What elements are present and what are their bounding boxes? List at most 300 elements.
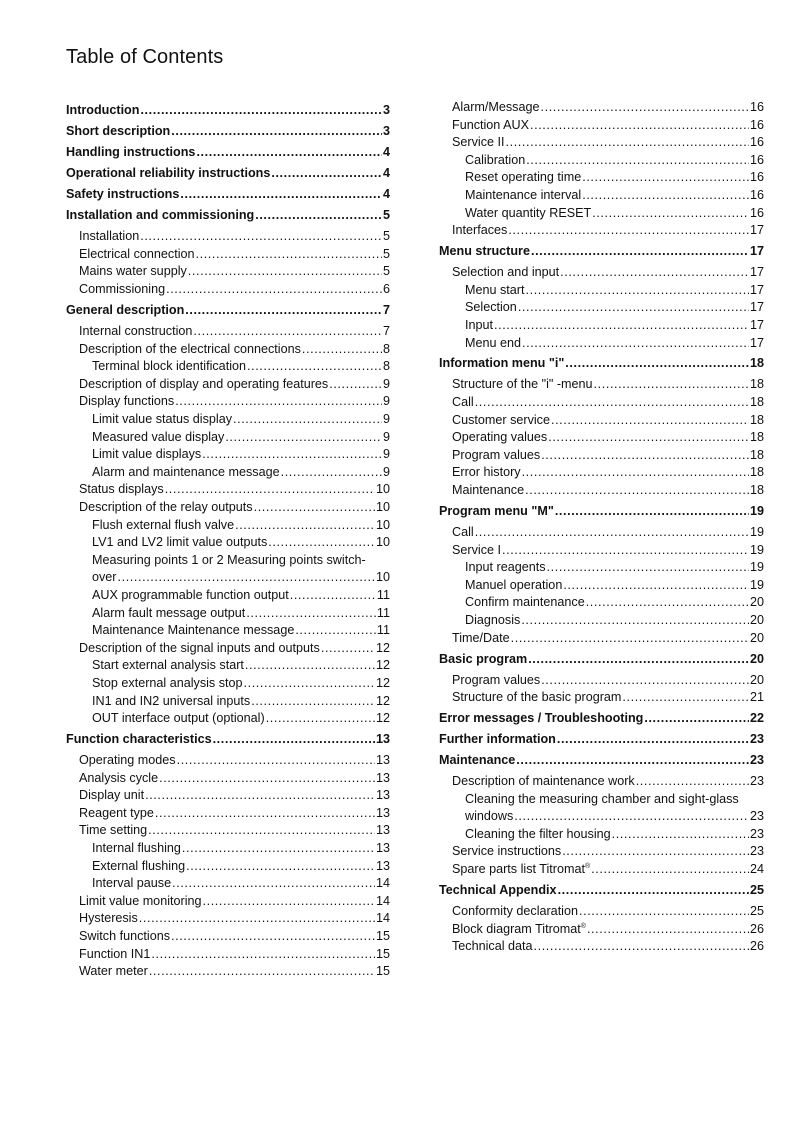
toc-leader-dots <box>182 840 375 858</box>
toc-page-number: 23 <box>749 732 764 747</box>
toc-entry[interactable] <box>439 921 764 939</box>
toc-entry[interactable] <box>439 577 764 595</box>
toc-page-number: 21 <box>749 690 764 705</box>
toc-page-number: 8 <box>382 341 390 356</box>
toc-entry[interactable] <box>439 222 764 240</box>
toc-entry[interactable] <box>66 123 390 141</box>
toc-entry[interactable] <box>439 808 764 826</box>
toc-entry-title <box>79 481 164 499</box>
toc-entry[interactable] <box>66 946 390 964</box>
toc-entry[interactable] <box>66 731 390 749</box>
toc-leader-dots <box>475 524 749 542</box>
toc-entry-title-text: Water quantity RESET <box>465 205 592 220</box>
toc-entry[interactable] <box>66 446 390 464</box>
toc-entry-title <box>79 263 187 281</box>
toc-entry-title <box>465 205 591 223</box>
toc-entry[interactable] <box>66 640 390 658</box>
toc-entry[interactable] <box>66 411 390 429</box>
toc-entry-title-text: Introduction <box>66 103 140 118</box>
toc-page-number: 9 <box>382 429 390 444</box>
toc-leader-dots <box>140 228 382 246</box>
toc-entry-title <box>92 411 232 429</box>
toc-entry-title <box>439 710 643 728</box>
toc-entry[interactable] <box>66 323 390 341</box>
toc-entry[interactable] <box>66 228 390 246</box>
toc-entry-title-text: OUT interface output (optional) <box>92 711 265 726</box>
toc-entry[interactable] <box>66 207 390 225</box>
toc-entry[interactable] <box>66 752 390 770</box>
toc-leader-dots <box>235 517 375 535</box>
toc-leader-dots <box>165 481 375 499</box>
toc-entry[interactable] <box>439 243 764 261</box>
toc-entry-title <box>79 640 320 658</box>
toc-leader-dots <box>622 689 749 707</box>
toc-page-number: 10 <box>375 482 390 497</box>
toc-entry-title-text: Commissioning <box>79 282 166 297</box>
toc-entry[interactable] <box>66 376 390 394</box>
toc-entry[interactable] <box>439 282 764 300</box>
toc-entry[interactable] <box>439 524 764 542</box>
toc-leader-dots <box>225 429 382 447</box>
toc-entry[interactable] <box>66 693 390 711</box>
toc-entry-title <box>452 689 621 707</box>
toc-entry[interactable] <box>439 482 764 500</box>
toc-entry-title-text: Description of the relay outputs <box>79 499 253 514</box>
toc-page-number: 17 <box>749 282 764 297</box>
toc-entry[interactable] <box>66 517 390 535</box>
toc-entry-title-text: Maintenance Maintenance message <box>92 623 295 638</box>
toc-leader-dots <box>203 893 375 911</box>
toc-entry-title-text: Handling instructions <box>66 145 196 160</box>
toc-entry[interactable] <box>439 612 764 630</box>
toc-entry[interactable] <box>439 169 764 187</box>
toc-leader-dots <box>166 281 382 299</box>
toc-entry[interactable] <box>66 341 390 359</box>
toc-entry-title-text: Information menu "i" <box>439 356 565 371</box>
toc-leader-dots <box>268 534 375 552</box>
toc-entry-title-text: Function characteristics <box>66 732 212 747</box>
toc-leader-dots <box>281 464 382 482</box>
toc-entry-title <box>452 938 533 956</box>
toc-entry[interactable] <box>439 412 764 430</box>
toc-entry-title-text: Electrical connection <box>79 246 195 261</box>
toc-leader-dots <box>530 117 749 135</box>
toc-leader-dots <box>329 376 382 394</box>
toc-page-number: 11 <box>376 623 390 638</box>
toc-page-number: 14 <box>375 893 390 908</box>
toc-page-number: 8 <box>382 359 390 374</box>
toc-entry-title-text: Menu start <box>465 282 525 297</box>
toc-entry-title <box>465 299 517 317</box>
toc-entry[interactable] <box>66 481 390 499</box>
toc-leader-dots <box>548 429 749 447</box>
toc-page-number: 16 <box>749 152 764 167</box>
toc-entry-title-text: Reagent type <box>79 805 154 820</box>
toc-entry[interactable] <box>66 622 390 640</box>
toc-leader-dots <box>522 335 749 353</box>
toc-entry[interactable] <box>439 689 764 707</box>
toc-leader-dots <box>193 323 382 341</box>
toc-entry[interactable] <box>66 605 390 623</box>
toc-page-number: 4 <box>382 187 390 202</box>
toc-entry-title <box>452 134 505 152</box>
toc-page-number: 14 <box>375 876 390 891</box>
toc-leader-dots <box>612 826 749 844</box>
toc-page-number: 18 <box>749 395 764 410</box>
toc-entry-title-text: Maintenance <box>452 483 525 498</box>
toc-page-number: 23 <box>749 774 764 789</box>
toc-leader-dots <box>560 264 749 282</box>
toc-entry[interactable] <box>66 858 390 876</box>
toc-page-number: 23 <box>749 753 764 768</box>
toc-entry-title <box>92 517 234 535</box>
toc-entry[interactable] <box>439 152 764 170</box>
toc-entry-text: Measuring points 1 or 2 Measuring points switch- <box>92 552 366 567</box>
toc-leader-dots <box>508 222 749 240</box>
toc-entry-title-text: LV1 and LV2 limit value outputs <box>92 535 268 550</box>
toc-entry[interactable] <box>439 187 764 205</box>
toc-page-number: 19 <box>749 560 764 575</box>
toc-entry-title-text: Program values <box>452 672 541 687</box>
toc-entry-title <box>465 152 525 170</box>
toc-entry-title <box>79 787 144 805</box>
toc-page-number: 18 <box>749 377 764 392</box>
toc-entry-title-text: Service I <box>452 542 501 557</box>
toc-entry-title-text: Program menu "M" <box>439 504 554 519</box>
toc-entry-title <box>452 672 540 690</box>
toc-leader-dots <box>582 169 749 187</box>
toc-entry-title <box>92 569 117 587</box>
toc-entry-title <box>92 675 243 693</box>
toc-entry-title-text: Service instructions <box>452 844 562 859</box>
toc-entry-title-text: Maintenance interval <box>465 187 582 202</box>
toc-page-number: 16 <box>749 135 764 150</box>
toc-entry-title-text: Display functions <box>79 394 175 409</box>
toc-entry[interactable] <box>439 710 764 728</box>
toc-entry-title <box>92 429 224 447</box>
toc-leader-dots <box>526 152 749 170</box>
toc-entry-title-text: Menu end <box>465 335 522 350</box>
toc-entry-title <box>452 447 540 465</box>
toc-entry[interactable] <box>66 963 390 981</box>
toc-page-number: 20 <box>749 672 764 687</box>
toc-entry-title <box>66 144 195 162</box>
toc-page-number: 19 <box>749 504 764 519</box>
toc-entry[interactable] <box>66 770 390 788</box>
toc-page-number: 17 <box>749 300 764 315</box>
toc-entry-title-text: Hysteresis <box>79 911 138 926</box>
toc-page-number: 23 <box>749 809 764 824</box>
toc-entry[interactable] <box>66 165 390 183</box>
toc-entry[interactable] <box>439 630 764 648</box>
toc-entry[interactable] <box>439 731 764 749</box>
toc-entry-title <box>452 412 550 430</box>
toc-entry[interactable] <box>439 429 764 447</box>
toc-entry-title-text: Mains water supply <box>79 264 187 279</box>
toc-entry-title-text: Alarm/Message <box>452 100 540 114</box>
toc-entry[interactable] <box>439 134 764 152</box>
toc-entry[interactable] <box>66 787 390 805</box>
toc-leader-dots <box>186 858 375 876</box>
toc-entry[interactable] <box>66 805 390 823</box>
toc-page-number: 3 <box>382 124 390 139</box>
toc-entry-title-text: Limit value displays <box>92 447 202 462</box>
toc-entry[interactable] <box>439 843 764 861</box>
toc-entry-title <box>79 770 158 788</box>
toc-entry-title <box>92 657 244 675</box>
toc-leader-dots <box>534 938 749 956</box>
toc-leader-dots <box>188 263 382 281</box>
toc-entry-title-text: Further information <box>439 732 556 747</box>
toc-entry[interactable] <box>439 335 764 353</box>
toc-page-number: 7 <box>382 303 390 318</box>
toc-entry[interactable] <box>439 464 764 482</box>
toc-entry-title-text: Interval pause <box>92 876 172 891</box>
toc-leader-dots <box>245 657 375 675</box>
toc-page-number: 20 <box>749 612 764 627</box>
toc-page-number: 10 <box>375 570 390 585</box>
toc-page-number: 23 <box>749 826 764 841</box>
toc-entry-title <box>79 963 148 981</box>
toc-leader-dots <box>159 770 375 788</box>
toc-entry-title-text: Switch functions <box>79 929 170 944</box>
toc-entry[interactable] <box>439 376 764 394</box>
toc-entry[interactable] <box>66 393 390 411</box>
toc-entry[interactable] <box>439 651 764 669</box>
toc-entry-title <box>452 861 590 879</box>
toc-entry-title <box>79 893 202 911</box>
toc-entry[interactable] <box>66 186 390 204</box>
toc-entry-title <box>452 464 521 482</box>
toc-entry-title-text: AUX programmable function output <box>92 587 289 602</box>
toc-entry-title <box>79 910 138 928</box>
toc-entry-title <box>465 826 611 844</box>
toc-entry[interactable] <box>66 102 390 120</box>
toc-entry[interactable] <box>439 394 764 412</box>
toc-entry[interactable] <box>439 264 764 282</box>
toc-entry[interactable] <box>439 903 764 921</box>
toc-leader-dots <box>290 587 376 605</box>
toc-entry-title <box>92 710 265 728</box>
toc-entry-title-text: Alarm fault message output <box>92 605 246 620</box>
toc-leader-dots <box>251 693 375 711</box>
toc-entry[interactable] <box>66 499 390 517</box>
toc-leader-dots <box>118 569 375 587</box>
toc-entry-title-text: Installation <box>79 229 140 244</box>
toc-entry-title <box>79 341 301 359</box>
toc-page-number: 15 <box>375 946 390 961</box>
toc-entry-title <box>465 335 521 353</box>
toc-page-number: 5 <box>382 264 390 279</box>
toc-entry-title <box>66 123 170 141</box>
toc-entry-title-text: Terminal block identification <box>92 359 246 374</box>
toc-leader-dots <box>587 921 749 939</box>
toc-entry[interactable] <box>66 246 390 264</box>
toc-leader-dots <box>591 861 749 879</box>
toc-entry[interactable] <box>66 928 390 946</box>
toc-entry[interactable] <box>439 826 764 844</box>
toc-leader-dots <box>321 640 375 658</box>
toc-leader-dots <box>516 752 749 770</box>
toc-entry-title-text: Display unit <box>79 788 145 803</box>
toc-leader-dots <box>233 411 382 429</box>
toc-entry[interactable] <box>66 657 390 675</box>
toc-page-number: 10 <box>375 499 390 514</box>
toc-leader-dots <box>175 393 382 411</box>
toc-entry[interactable] <box>439 773 764 791</box>
toc-entry[interactable] <box>66 144 390 162</box>
toc-entry-title-text: Status displays <box>79 482 164 497</box>
toc-page-number: 17 <box>749 223 764 238</box>
toc-entry-title-text: Confirm maintenance <box>465 595 585 610</box>
toc-entry[interactable] <box>439 99 764 117</box>
toc-entry[interactable] <box>66 840 390 858</box>
toc-entry[interactable] <box>66 893 390 911</box>
toc-entry[interactable] <box>439 355 764 373</box>
toc-page-number: 18 <box>749 483 764 498</box>
toc-entry-title-text: Description of the electrical connections <box>79 341 301 356</box>
toc-entry[interactable] <box>439 559 764 577</box>
toc-page-number: 19 <box>749 525 764 539</box>
toc-entry[interactable] <box>439 938 764 956</box>
toc-entry[interactable] <box>66 263 390 281</box>
toc-entry-title-text: Short description <box>66 124 171 139</box>
toc-entry[interactable] <box>66 302 390 320</box>
toc-entry[interactable] <box>439 672 764 690</box>
toc-entry-title-text: General description <box>66 303 185 318</box>
toc-entry-title-text: Safety instructions <box>66 187 180 202</box>
toc-entry-title-text: Operating values <box>452 430 548 445</box>
toc-entry-title-text: Internal construction <box>79 324 193 339</box>
toc-entry[interactable] <box>439 117 764 135</box>
toc-entry-title-text: Measured value display <box>92 429 225 444</box>
toc-page-number: 16 <box>749 187 764 202</box>
toc-entry[interactable] <box>66 534 390 552</box>
toc-entry-title-text: Technical Appendix <box>439 883 557 898</box>
toc-page-number: 15 <box>375 964 390 979</box>
toc-entry-title-text: Menu structure <box>439 244 530 259</box>
toc-entry-title-text: Customer service <box>452 412 550 427</box>
toc-leader-dots <box>586 594 749 612</box>
toc-page-number: 16 <box>749 100 764 114</box>
toc-entry[interactable] <box>66 710 390 728</box>
toc-entry[interactable] <box>439 542 764 560</box>
toc-entry[interactable] <box>439 205 764 223</box>
toc-page-number: 22 <box>749 711 764 726</box>
toc-entry[interactable] <box>66 358 390 376</box>
toc-entry-title-text: Interfaces <box>452 223 508 238</box>
toc-entry[interactable] <box>439 317 764 335</box>
toc-page-number: 16 <box>749 205 764 220</box>
toc-entry-title-text: Cleaning the filter housing <box>465 826 611 841</box>
toc-leader-dots <box>145 787 375 805</box>
toc-entry[interactable] <box>439 861 764 879</box>
toc-entry-title-text: Input <box>465 317 494 332</box>
toc-leader-dots <box>636 773 749 791</box>
toc-entry-title-text: Limit value status display <box>92 412 232 427</box>
toc-entry[interactable] <box>439 299 764 317</box>
toc-entry[interactable] <box>66 822 390 840</box>
toc-entry[interactable] <box>66 569 390 587</box>
toc-entry-title-text: Water meter <box>79 964 148 979</box>
toc-entry-title-text: Installation and commissioning <box>66 208 255 223</box>
toc-page-number: 18 <box>749 465 764 480</box>
toc-leader-dots <box>528 651 749 669</box>
toc-entry-title <box>439 651 527 669</box>
registered-mark: ® <box>584 862 591 870</box>
toc-entry-title-text: Manuel operation <box>465 577 563 592</box>
toc-page-number: 18 <box>749 447 764 462</box>
toc-page-number: 16 <box>749 117 764 132</box>
toc-leader-dots <box>531 243 749 261</box>
toc-entry-title <box>92 446 201 464</box>
toc-leader-dots <box>502 542 749 560</box>
toc-entry-title-text: Block diagram Titromat <box>452 921 581 936</box>
toc-page-number: 13 <box>375 788 390 803</box>
toc-page-number: 9 <box>382 464 390 479</box>
toc-entry[interactable] <box>439 882 764 900</box>
toc-leader-dots <box>254 499 375 517</box>
toc-entry-title <box>452 524 474 542</box>
toc-page-number: 10 <box>375 517 390 532</box>
toc-entry-title-text: External flushing <box>92 858 186 873</box>
toc-leader-dots <box>185 302 382 320</box>
toc-leader-dots <box>511 630 749 648</box>
toc-entry-title <box>452 99 540 117</box>
toc-entry-title-text: Start external analysis start <box>92 658 244 673</box>
toc-leader-dots <box>525 482 749 500</box>
toc-entry[interactable] <box>66 587 390 605</box>
toc-leader-dots <box>592 205 749 223</box>
toc-entry-title <box>452 264 559 282</box>
toc-entry[interactable] <box>66 875 390 893</box>
toc-page-number: 18 <box>749 430 764 445</box>
toc-entry-title-text: Function AUX <box>452 117 530 132</box>
toc-leader-dots <box>644 710 749 728</box>
toc-page-number: 19 <box>749 577 764 592</box>
toc-page-number: 19 <box>749 542 764 557</box>
toc-page-number: 11 <box>376 605 390 620</box>
toc-entry-title <box>79 946 150 964</box>
toc-entry[interactable] <box>66 675 390 693</box>
toc-entry-title-text: windows <box>465 809 514 824</box>
toc-leader-dots <box>594 376 749 394</box>
toc-entry[interactable] <box>66 464 390 482</box>
toc-page-number: 17 <box>749 317 764 332</box>
toc-entry-title-text: Structure of the "i" -menu <box>452 377 593 392</box>
toc-page-number: 5 <box>382 246 390 261</box>
toc-entry-title-text: Error history <box>452 465 521 480</box>
toc-entry[interactable] <box>439 752 764 770</box>
toc-leader-dots <box>541 672 749 690</box>
toc-page-number: 20 <box>749 630 764 645</box>
page-title: Table of Contents <box>66 46 224 68</box>
toc-leader-dots <box>271 165 382 183</box>
toc-entry-title-text: Diagnosis <box>465 612 521 627</box>
toc-entry[interactable] <box>66 281 390 299</box>
toc-entry[interactable] <box>439 447 764 465</box>
toc-page-number: 17 <box>749 265 764 280</box>
toc-page-number: 12 <box>375 675 390 690</box>
toc-entry[interactable] <box>66 910 390 928</box>
toc-leader-dots <box>177 752 375 770</box>
toc-entry-title-text: Selection and input <box>452 265 560 280</box>
toc-entry[interactable] <box>66 429 390 447</box>
toc-entry[interactable] <box>439 594 764 612</box>
toc-entry-title-text: Program values <box>452 447 541 462</box>
toc-entry-title-text: Basic program <box>439 651 528 666</box>
toc-entry[interactable] <box>439 503 764 521</box>
